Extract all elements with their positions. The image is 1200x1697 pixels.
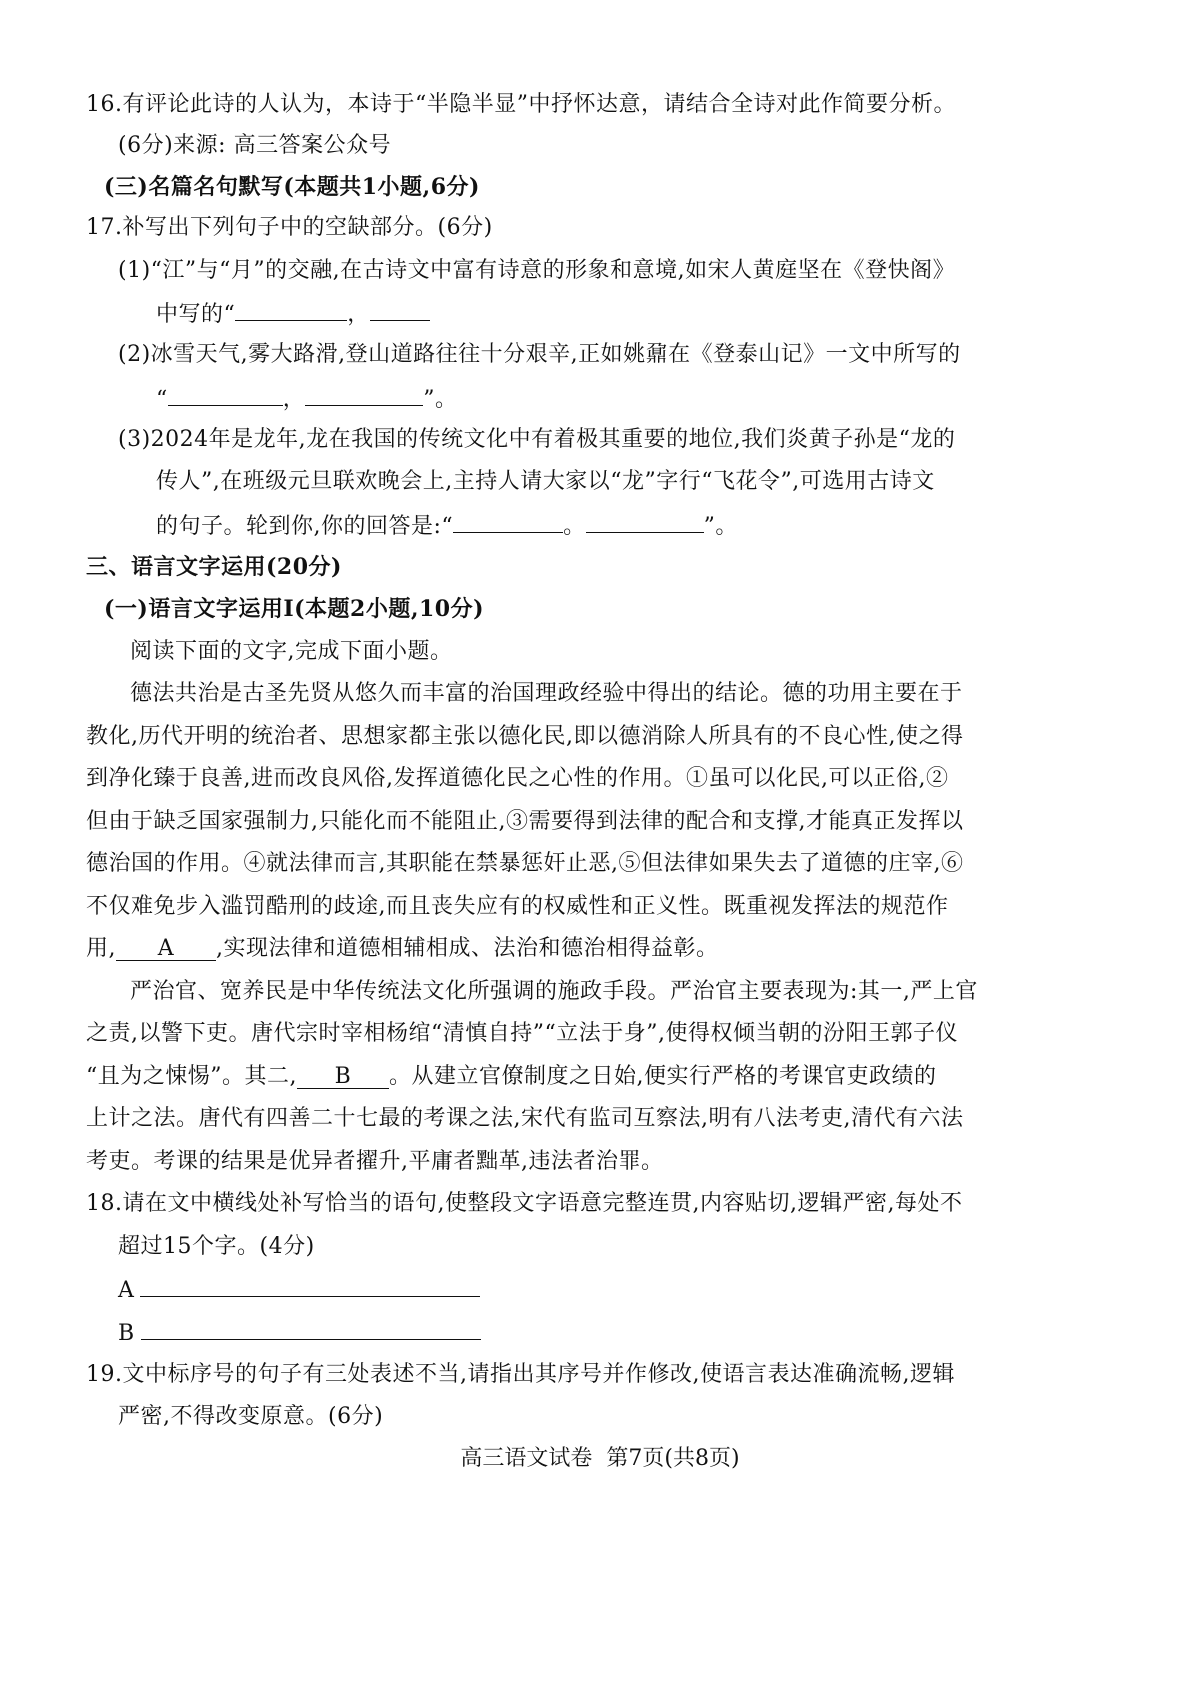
page-footer: 高三语文试卷 第7页(共8页) (460, 1446, 740, 1471)
blank-b[interactable]: B (297, 1062, 389, 1089)
passage-p1-line7-pre: 用, (86, 936, 116, 961)
passage-p2-line3-pre: “且为之悚惕”。其二, (86, 1064, 297, 1089)
q18-answer-a (118, 1274, 480, 1306)
passage-p2-line5: 考吏。考课的结果是优异者擢升,平庸者黜革,违法者治罪。 (86, 1149, 664, 1174)
q18-line2: 超过15个字。(4分) (118, 1234, 315, 1259)
q18-answer-b (118, 1317, 481, 1349)
answer-blank-3a[interactable] (453, 510, 563, 533)
answer-blank-1a[interactable] (235, 298, 347, 321)
answer-line-b[interactable] (141, 1317, 481, 1340)
answer-label-b: B (118, 1321, 135, 1346)
q16-line1: 16.有评论此诗的人认为，本诗于“半隐半显”中抒怀达意，请结合全诗对此作简要分析。 (86, 92, 956, 117)
q19-line1: 19.文中标序号的句子有三处表述不当,请指出其序号并作修改,使语言表达准确流畅,逻辑 (86, 1362, 955, 1387)
part3-sub-heading: (一)语言文字运用Ⅰ(本题2小题,10分) (104, 596, 485, 622)
answer-blank-2a[interactable] (168, 383, 283, 406)
passage-p2-line1: 严治官、宽养民是中华传统法文化所强调的施政手段。严治官主要表现为:其一,严上官 (130, 979, 978, 1004)
q17-item1-prefix: 中写的“ (156, 302, 236, 327)
q17-item1-sep: ， (347, 302, 370, 327)
passage-p1-line5: 德治国的作用。④就法律而言,其职能在禁暴惩奸止恶,⑤但法律如果失去了道德的庄宰,⑥ (86, 851, 964, 876)
part3-heading: 三、语言文字运用(20分) (86, 554, 342, 580)
q17-item2-line1: (2)冰雪天气,雾大路滑,登山道路往往十分艰辛,正如姚鼐在《登泰山记》一文中所写的 (118, 342, 961, 367)
q17-item3-sep: 。 (563, 514, 586, 539)
passage-p2-line3 (86, 1062, 937, 1092)
q17-item1-line2 (156, 298, 430, 330)
q19-line2: 严密,不得改变原意。(6分) (118, 1404, 384, 1429)
passage-p1-line3: 到净化臻于良善,进而改良风俗,发挥道德化民之心性的作用。①虽可以化民,可以正俗,② (86, 766, 949, 791)
q18-line1: 18.请在文中横线处补写恰当的语句,使整段文字语意完整连贯,内容贴切,逻辑严密,每处不 (86, 1191, 963, 1216)
q17-item2-open: “ (156, 387, 168, 412)
answer-blank-2b[interactable] (305, 383, 423, 406)
q17-item2-close: ”。 (423, 387, 458, 412)
q17-item2-sep: ， (282, 387, 306, 412)
answer-blank-1b[interactable] (370, 298, 430, 321)
answer-line-a[interactable] (140, 1274, 480, 1297)
passage-p1-line4: 但由于缺乏国家强制力,只能化而不能阻止,③需要得到法律的配合和支撑,才能真正发挥以 (86, 809, 964, 834)
q17-item3-prefix: 的句子。轮到你,你的回答是:“ (156, 514, 454, 539)
passage-p2-line4: 上计之法。唐代有四善二十七最的考课之法,宋代有监司互察法,明有八法考吏,清代有六法 (86, 1106, 964, 1131)
section3-heading: (三)名篇名句默写(本题共1小题,6分) (104, 174, 480, 200)
q17-item3-close: ”。 (703, 514, 738, 539)
q16-line2: (6分)来源: 高三答案公众号 (118, 133, 392, 158)
passage-p1-line1: 德法共治是古圣先贤从悠久而丰富的治国理政经验中得出的结论。德的功用主要在于 (130, 681, 963, 706)
passage-p1-line6: 不仅难免步入滥罚酷刑的歧途,而且丧失应有的权威性和正义性。既重视发挥法的规范作 (86, 894, 949, 919)
answer-label-a: A (118, 1278, 135, 1303)
answer-blank-3b[interactable] (586, 510, 704, 533)
passage-p1-line7 (86, 934, 719, 964)
passage-p1-line2: 教化,历代开明的统治者、思想家都主张以德化民,即以德消除人所具有的不良心性,使之得 (86, 724, 964, 749)
passage-p2-line3-post: 。从建立官僚制度之日始,便实行严格的考课官吏政绩的 (389, 1064, 937, 1089)
q17-item1-line1: (1)“江”与“月”的交融,在古诗文中富有诗意的形象和意境,如宋人黄庭坚在《登快阁》 (118, 258, 956, 283)
q17-stem: 17.补写出下列句子中的空缺部分。(6分) (86, 215, 493, 240)
blank-a[interactable]: A (116, 934, 216, 961)
passage-p1-line7-post: ,实现法律和道德相辅相成、法治和德治相得益彰。 (216, 936, 719, 961)
passage-p2-line2: 之责,以警下吏。唐代宗时宰相杨绾“清慎自持”“立法于身”,使得权倾当朝的汾阳王郭子仪 (86, 1021, 958, 1046)
q17-item3-line3 (156, 510, 738, 542)
reading-intro: 阅读下面的文字,完成下面小题。 (130, 639, 453, 664)
q17-item2-line2 (156, 383, 458, 415)
q17-item3-line1: (3)2024年是龙年,龙在我国的传统文化中有着极其重要的地位,我们炎黄子孙是“龙的 (118, 427, 956, 452)
q17-item3-line2: 传人”,在班级元旦联欢晚会上,主持人请大家以“龙”字行“飞花令”,可选用古诗文 (156, 469, 935, 494)
